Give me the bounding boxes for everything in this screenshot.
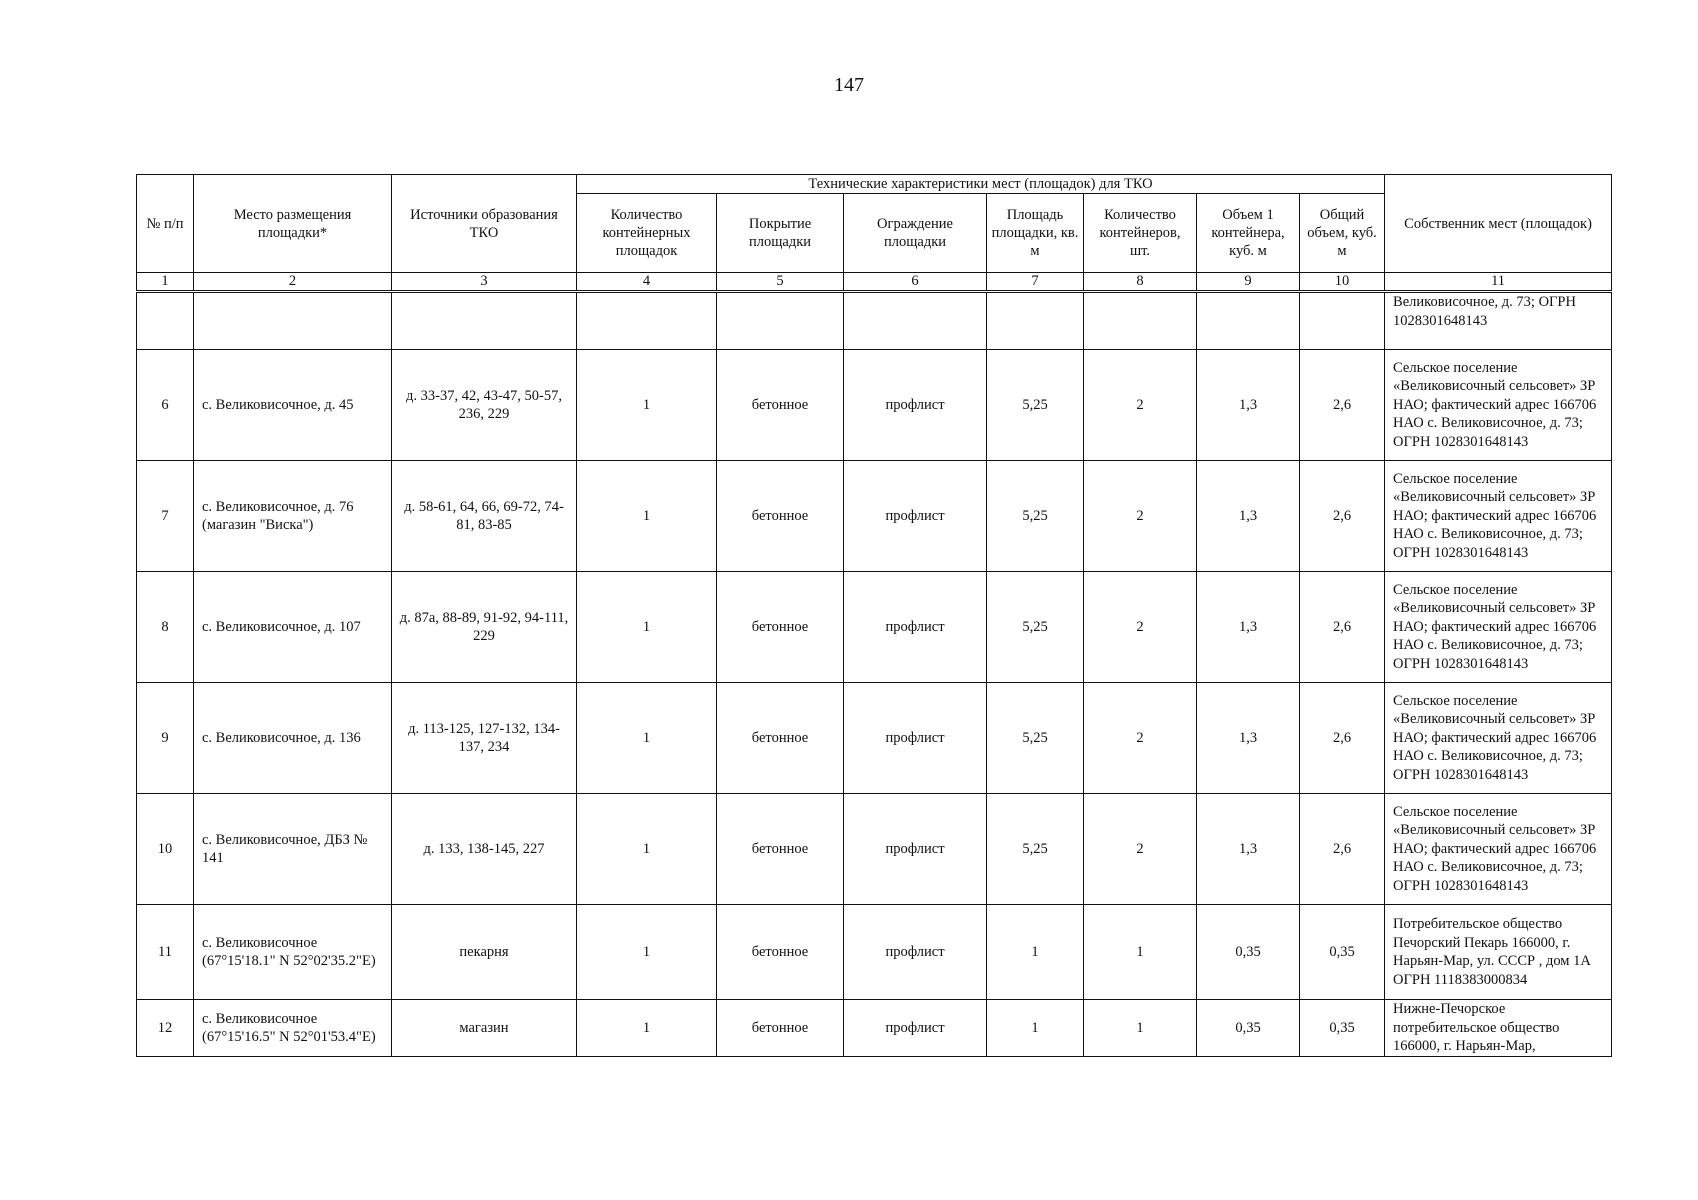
cell-container-count: 1 bbox=[1084, 905, 1197, 1000]
column-number: 3 bbox=[392, 273, 577, 292]
column-number: 7 bbox=[987, 273, 1084, 292]
cell-place: с. Великовисочное, д. 136 bbox=[194, 683, 392, 794]
cell-fence: профлист bbox=[844, 794, 987, 905]
cell-place: с. Великовисочное, д. 76 (магазин "Виска") bbox=[194, 461, 392, 572]
cell-container-volume: 1,3 bbox=[1197, 794, 1300, 905]
cell-surface: бетонное bbox=[717, 572, 844, 683]
cell-index: 9 bbox=[137, 683, 194, 794]
table-row bbox=[137, 1000, 1612, 1057]
cell-fence: профлист bbox=[844, 1000, 987, 1057]
cell-total-volume: 2,6 bbox=[1300, 572, 1385, 683]
column-number: 5 bbox=[717, 273, 844, 292]
cell-container-count: 2 bbox=[1084, 350, 1197, 461]
cell-owner: Великовисочное, д. 73; ОГРН 1028301648143 bbox=[1385, 292, 1612, 350]
cell-place: с. Великовисочное (67°15'16.5" N 52°01'53.4"E) bbox=[194, 1000, 392, 1057]
cell-surface: бетонное bbox=[717, 461, 844, 572]
table-row-continuation bbox=[137, 292, 1612, 350]
cell-surface: бетонное bbox=[717, 350, 844, 461]
cell-owner: Сельское поселение «Великовисочный сельсовет» ЗР НАО; фактический адрес 166706 НАО с. Великовисочное, д. 73; ОГРН 1028301648143 bbox=[1385, 572, 1612, 683]
table-row bbox=[137, 905, 1612, 1000]
cell-sources: магазин bbox=[392, 1000, 577, 1057]
cell-area: 5,25 bbox=[987, 683, 1084, 794]
header-place: Место размещения площадки* bbox=[194, 175, 392, 273]
cell-total-volume: 0,35 bbox=[1300, 1000, 1385, 1057]
header-total-volume: Общий объем, куб. м bbox=[1300, 194, 1385, 273]
column-number: 10 bbox=[1300, 273, 1385, 292]
cell-surface: бетонное bbox=[717, 905, 844, 1000]
cell-sources: д. 58-61, 64, 66, 69-72, 74-81, 83-85 bbox=[392, 461, 577, 572]
header-sources: Источники образования ТКО bbox=[392, 175, 577, 273]
cell-area: 5,25 bbox=[987, 350, 1084, 461]
header-surface: Покрытие площадки bbox=[717, 194, 844, 273]
cell-place: с. Великовисочное, ДБЗ № 141 bbox=[194, 794, 392, 905]
cell-container-count: 2 bbox=[1084, 794, 1197, 905]
cell-platform-count: 1 bbox=[577, 350, 717, 461]
header-container-count: Количество контейнеров, шт. bbox=[1084, 194, 1197, 273]
cell-container-volume: 0,35 bbox=[1197, 905, 1300, 1000]
cell-area: 5,25 bbox=[987, 794, 1084, 905]
column-number: 4 bbox=[577, 273, 717, 292]
column-number: 1 bbox=[137, 273, 194, 292]
cell-fence: профлист bbox=[844, 572, 987, 683]
cell-platform-count: 1 bbox=[577, 461, 717, 572]
header-container-volume: Объем 1 контейнера, куб. м bbox=[1197, 194, 1300, 273]
cell-sources: пекарня bbox=[392, 905, 577, 1000]
cell-container-volume: 0,35 bbox=[1197, 1000, 1300, 1057]
cell-total-volume: 2,6 bbox=[1300, 794, 1385, 905]
cell-owner: Сельское поселение «Великовисочный сельсовет» ЗР НАО; фактический адрес 166706 НАО с. Великовисочное, д. 73; ОГРН 1028301648143 bbox=[1385, 683, 1612, 794]
cell-index: 11 bbox=[137, 905, 194, 1000]
cell-container-count: 2 bbox=[1084, 461, 1197, 572]
cell-total-volume: 0,35 bbox=[1300, 905, 1385, 1000]
cell-index: 8 bbox=[137, 572, 194, 683]
cell-container-volume: 1,3 bbox=[1197, 572, 1300, 683]
cell-container-count: 2 bbox=[1084, 683, 1197, 794]
column-number-row bbox=[137, 273, 1612, 292]
cell-index: 12 bbox=[137, 1000, 194, 1057]
cell-area: 5,25 bbox=[987, 461, 1084, 572]
header-fence: Ограждение площадки bbox=[844, 194, 987, 273]
cell-sources: д. 87а, 88-89, 91-92, 94-111, 229 bbox=[392, 572, 577, 683]
cell-owner: Сельское поселение «Великовисочный сельсовет» ЗР НАО; фактический адрес 166706 НАО с. Великовисочное, д. 73; ОГРН 1028301648143 bbox=[1385, 794, 1612, 905]
cell-area: 1 bbox=[987, 905, 1084, 1000]
cell-place: с. Великовисочное, д. 45 bbox=[194, 350, 392, 461]
cell-area: 1 bbox=[987, 1000, 1084, 1057]
column-number: 9 bbox=[1197, 273, 1300, 292]
cell-total-volume: 2,6 bbox=[1300, 350, 1385, 461]
column-number: 2 bbox=[194, 273, 392, 292]
cell-area: 5,25 bbox=[987, 572, 1084, 683]
page-number: 147 bbox=[834, 74, 864, 96]
cell-index: 6 bbox=[137, 350, 194, 461]
cell-fence: профлист bbox=[844, 461, 987, 572]
column-number: 8 bbox=[1084, 273, 1197, 292]
header-platform-count: Количество контейнерных площадок bbox=[577, 194, 717, 273]
table-row bbox=[137, 350, 1612, 461]
cell-container-count: 1 bbox=[1084, 1000, 1197, 1057]
cell-platform-count: 1 bbox=[577, 1000, 717, 1057]
cell-owner: Сельское поселение «Великовисочный сельсовет» ЗР НАО; фактический адрес 166706 НАО с. Великовисочное, д. 73; ОГРН 1028301648143 bbox=[1385, 350, 1612, 461]
cell-total-volume: 2,6 bbox=[1300, 683, 1385, 794]
cell-owner: Потребительское общество Печорский Пекарь 166000, г. Нарьян-Мар, ул. СССР , дом 1А ОГРН 1118383000834 bbox=[1385, 905, 1612, 1000]
cell-platform-count: 1 bbox=[577, 905, 717, 1000]
cell-fence: профлист bbox=[844, 350, 987, 461]
header-tech-group: Технические характеристики мест (площадок) для ТКО bbox=[577, 175, 1385, 194]
cell-place: с. Великовисочное, д. 107 bbox=[194, 572, 392, 683]
table-row bbox=[137, 572, 1612, 683]
cell-owner: Нижне-Печорское потребительское общество 166000, г. Нарьян-Мар, bbox=[1385, 1000, 1612, 1057]
cell-index: 7 bbox=[137, 461, 194, 572]
cell-platform-count: 1 bbox=[577, 794, 717, 905]
cell-total-volume: 2,6 bbox=[1300, 461, 1385, 572]
cell-index: 10 bbox=[137, 794, 194, 905]
cell-container-volume: 1,3 bbox=[1197, 461, 1300, 572]
cell-platform-count: 1 bbox=[577, 572, 717, 683]
cell-container-volume: 1,3 bbox=[1197, 683, 1300, 794]
cell-surface: бетонное bbox=[717, 683, 844, 794]
cell-sources: д. 33-37, 42, 43-47, 50-57, 236, 229 bbox=[392, 350, 577, 461]
cell-sources: д. 133, 138-145, 227 bbox=[392, 794, 577, 905]
waste-sites-table bbox=[136, 174, 1612, 1057]
header-index: № п/п bbox=[137, 175, 194, 273]
header-owner: Собственник мест (площадок) bbox=[1385, 175, 1612, 273]
cell-fence: профлист bbox=[844, 683, 987, 794]
header-area: Площадь площадки, кв. м bbox=[987, 194, 1084, 273]
cell-surface: бетонное bbox=[717, 794, 844, 905]
table-row bbox=[137, 461, 1612, 572]
table-row bbox=[137, 683, 1612, 794]
cell-container-volume: 1,3 bbox=[1197, 350, 1300, 461]
cell-place: с. Великовисочное (67°15'18.1" N 52°02'35.2"E) bbox=[194, 905, 392, 1000]
cell-platform-count: 1 bbox=[577, 683, 717, 794]
cell-sources: д. 113-125, 127-132, 134-137, 234 bbox=[392, 683, 577, 794]
cell-owner: Сельское поселение «Великовисочный сельсовет» ЗР НАО; фактический адрес 166706 НАО с. Великовисочное, д. 73; ОГРН 1028301648143 bbox=[1385, 461, 1612, 572]
cell-fence: профлист bbox=[844, 905, 987, 1000]
column-number: 11 bbox=[1385, 273, 1612, 292]
table-row bbox=[137, 794, 1612, 905]
cell-container-count: 2 bbox=[1084, 572, 1197, 683]
column-number: 6 bbox=[844, 273, 987, 292]
cell-surface: бетонное bbox=[717, 1000, 844, 1057]
